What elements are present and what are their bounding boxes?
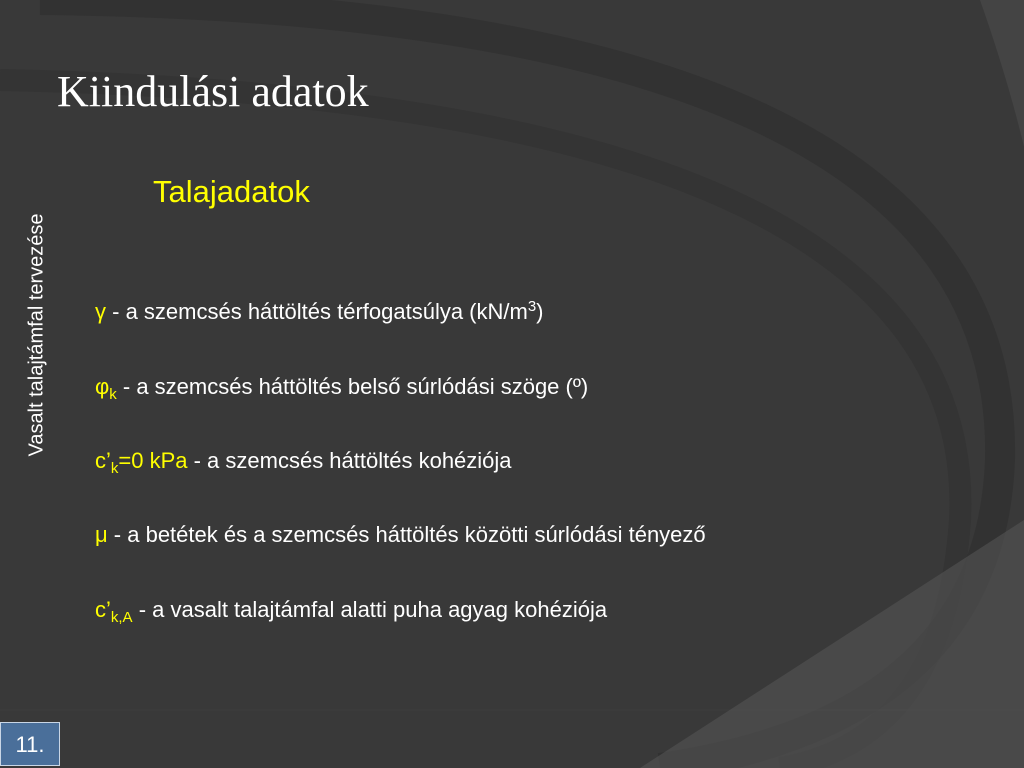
item-tail: ) <box>536 299 544 324</box>
symbol-gamma: γ <box>95 299 106 324</box>
slide-title: Kiindulási adatok <box>57 67 369 116</box>
slide-number: 11. <box>0 722 60 766</box>
symbol-phi: φ <box>95 374 110 399</box>
symbol-mu: μ <box>95 522 108 547</box>
list-item-clay-cohesion <box>95 597 607 626</box>
item-text: - a betétek és a szemcsés háttöltés közötti súrlódási tényező <box>107 522 706 547</box>
symbol-c-prime: c’ <box>95 448 111 473</box>
item-text: - a szemcsés háttöltés kohéziója <box>187 448 512 473</box>
vertical-side-label: Vasalt talajtámfal tervezése <box>25 213 48 457</box>
item-text: - a vasalt talajtámfal alatti puha agyag kohéziója <box>132 597 608 622</box>
subscript: k <box>109 386 117 403</box>
symbol-value: =0 kPa <box>118 448 188 473</box>
item-text: - a szemcsés háttöltés belső súrlódási szöge (º) <box>116 374 589 399</box>
subscript: k,A <box>110 609 133 626</box>
list-item-gamma <box>95 298 544 325</box>
list-item-mu <box>95 522 706 548</box>
section-subtitle: Talajadatok <box>153 174 310 209</box>
list-item-phi <box>95 374 588 403</box>
superscript: 3 <box>527 298 537 315</box>
symbol-c-prime: c’ <box>95 597 111 622</box>
item-separator: - <box>106 299 126 324</box>
list-item-cohesion <box>95 448 512 477</box>
subscript: k <box>110 460 119 477</box>
item-text: a szemcsés háttöltés térfogatsúlya (kN/m <box>125 299 528 324</box>
